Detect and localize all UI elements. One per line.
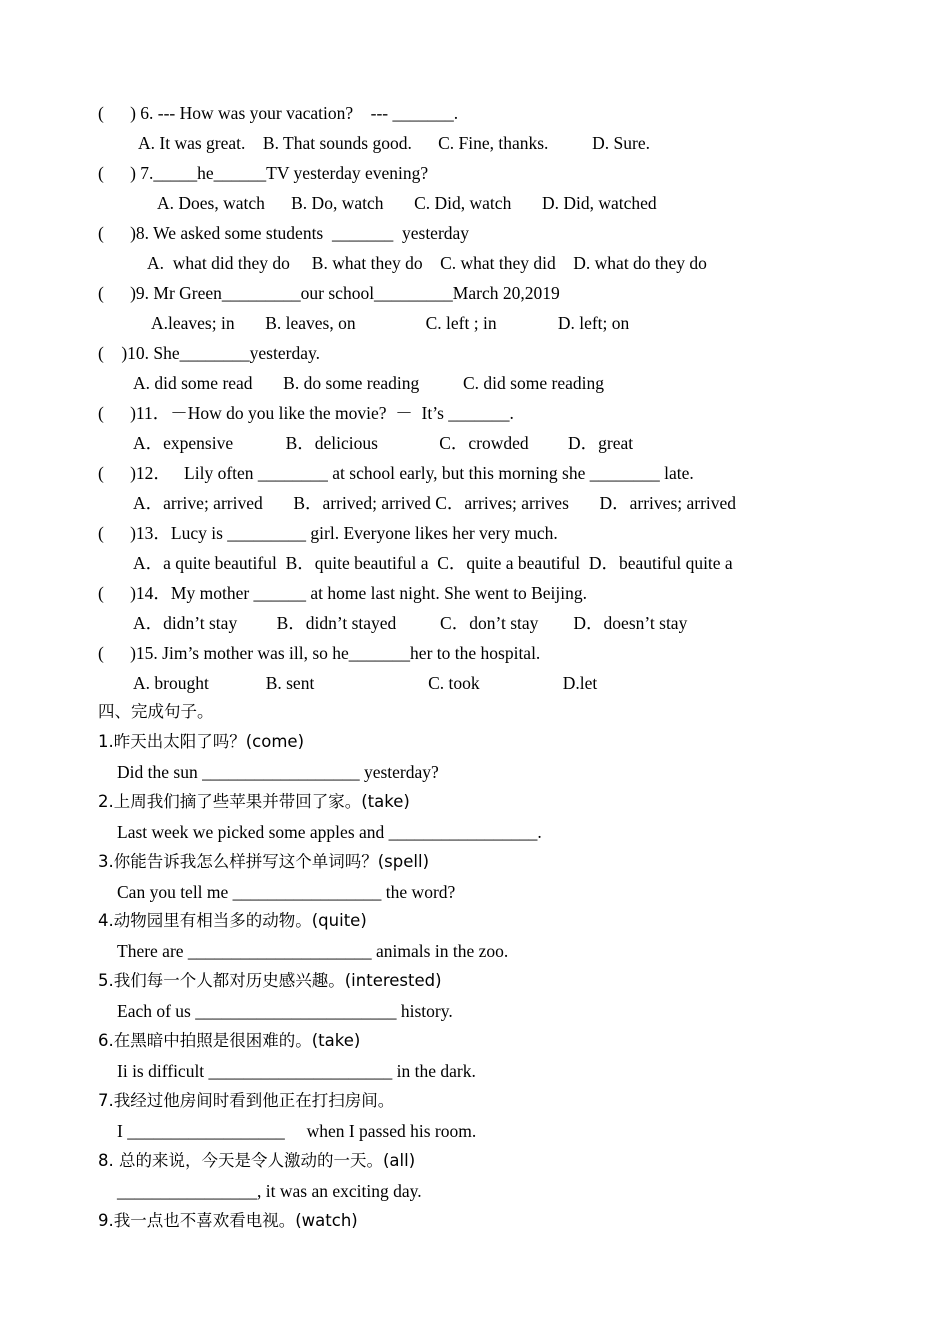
worksheet-line: ( )9. Mr Green_________our school_________March 20,2019 [98,283,560,303]
worksheet-line: Can you tell me _________________ the word? [117,882,456,902]
worksheet-line: 5.我们每一个人都对历史感兴趣。(interested) [98,971,442,990]
worksheet-line: There are _____________________ animals in the zoo. [117,941,509,961]
worksheet-line: A. brought B. sent C. took D.let [133,673,598,693]
worksheet-line: ( )12． Lily often ________ at school early, but this morning she ________ late. [98,463,694,483]
worksheet-line: ( )11．－How do you like the movie? － It’s _______. [98,403,514,423]
worksheet-line: 6.在黑暗中拍照是很困难的。(take) [98,1031,361,1050]
worksheet-line: 2.上周我们摘了些苹果并带回了家。(take) [98,792,410,811]
worksheet-line: ( )13．Lucy is _________ girl. Everyone likes her very much. [98,523,558,543]
worksheet-line: A．arrive; arrived B．arrived; arrived C．arrives; arrives D．arrives; arrived [133,493,737,513]
worksheet-line: 7.我经过他房间时看到他正在打扫房间。 [98,1091,395,1110]
worksheet-line: A．didn’t stay B．didn’t stayed C．don’t stay D．doesn’t stay [133,613,688,633]
worksheet-line: ( ) 7._____he______TV yesterday evening? [98,163,429,183]
worksheet-line: 8. 总的来说，今天是令人激动的一天。(all) [98,1151,416,1170]
worksheet-line: 3.你能告诉我怎么样拼写这个单词吗？(spell) [98,852,430,871]
worksheet-line: ( )10. She________yesterday. [98,343,320,363]
worksheet-line: A. did some read B. do some reading C. did some reading [133,373,604,393]
worksheet-line: ( ) 6. --- How was your vacation? --- _______. [98,103,459,123]
worksheet-line: 4.动物园里有相当多的动物。(quite) [98,911,367,930]
worksheet-line: A．a quite beautiful B．quite beautiful a C．quite a beautiful D．beautiful quite a [133,553,733,573]
worksheet-line: ( )14．My mother ______ at home last night. She went to Beijing. [98,583,587,603]
worksheet-line: Each of us _______________________ history. [117,1001,453,1021]
worksheet-line: A. Does, watch B. Do, watch C. Did, watch D. Did, watched [157,193,657,213]
worksheet-line: I __________________ when I passed his room. [117,1121,477,1141]
worksheet-line: A. what did they do B. what they do C. what they did D. what do they do [147,253,707,273]
worksheet-line: Last week we picked some apples and _________________. [117,822,542,842]
worksheet-line: A．expensive B．delicious C．crowded D．great [133,433,634,453]
worksheet-line: A.leaves; in B. leaves, on C. left ; in D. left; on [151,313,630,333]
worksheet-line: 9.我一点也不喜欢看电视。(watch) [98,1211,358,1230]
worksheet-line: ( )8. We asked some students _______ yesterday [98,223,470,243]
worksheet-line: A. It was great. B. That sounds good. C. Fine, thanks. D. Sure. [138,133,651,153]
worksheet-line: 1.昨天出太阳了吗？(come) [98,732,305,751]
worksheet-line: Ii is difficult _____________________ in the dark. [117,1061,476,1081]
worksheet-line: 四、完成句子。 [98,702,214,721]
worksheet-line: ________________, it was an exciting day. [117,1181,422,1201]
worksheet-line: Did the sun __________________ yesterday? [117,762,439,782]
worksheet-line: ( )15. Jim’s mother was ill, so he_______her to the hospital. [98,643,541,663]
